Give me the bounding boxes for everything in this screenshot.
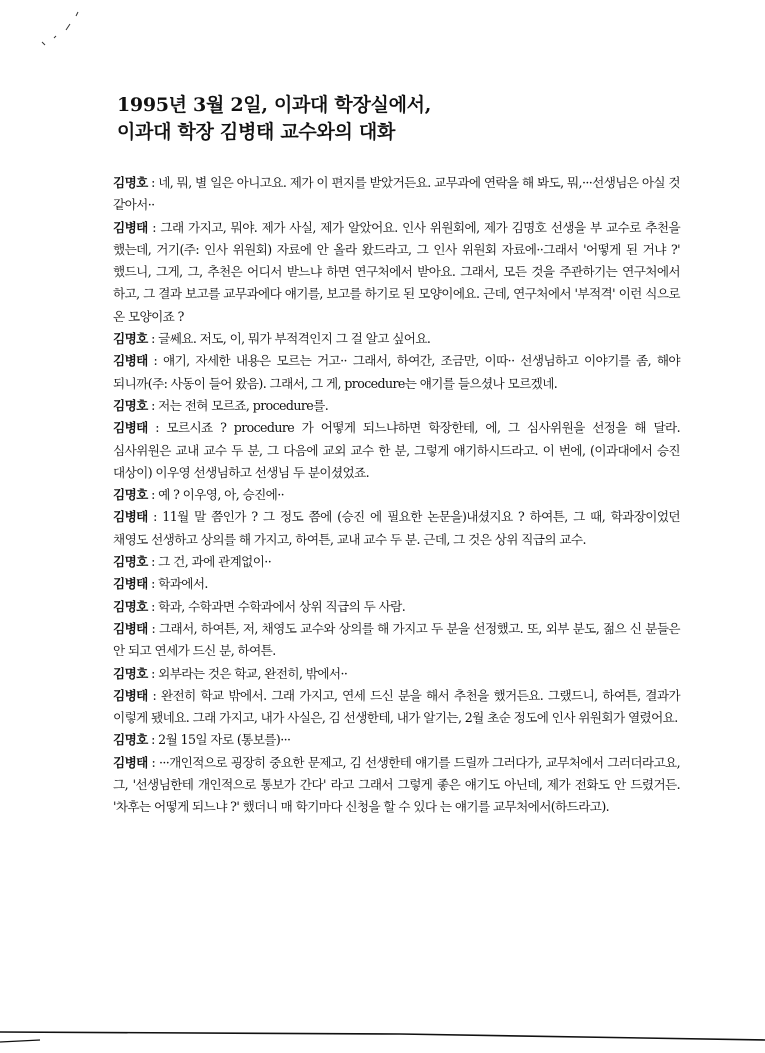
- dialogue-text: 2월 15일 자로 (통보를)···: [158, 732, 291, 748]
- speaker-separator: :: [147, 687, 161, 703]
- speaker-separator: :: [147, 554, 159, 570]
- dialogue-line: [113, 506, 680, 551]
- dialogue-line: [113, 685, 680, 730]
- speaker-name: 김명호: [113, 598, 148, 614]
- speaker-name: 김명호: [113, 665, 148, 681]
- speaker-name: 김명호: [113, 397, 148, 413]
- speaker-separator: :: [147, 576, 159, 592]
- dialogue-line: [113, 551, 680, 573]
- speaker-name: 김명호: [113, 554, 148, 570]
- dialogue-line: [113, 596, 680, 618]
- speaker-separator: :: [147, 487, 159, 503]
- speaker-separator: :: [147, 420, 167, 436]
- dialogue-text: 11월 말 쯤인가 ? 그 정도 쯤에 (승진 에 필요한 논문을)내셨지요 ? 하여튼, 그 때, 학과장이었던 채영도 선생하고 상의를 해 가지고, 하여튼, 교내 교수 두 분. 근데, 그 것은 상위 직급의 교수.: [113, 509, 681, 547]
- speaker-name: 김명호: [113, 175, 148, 190]
- dialogue-text: 그래서, 하여튼, 저, 채영도 교수와 상의를 해 가지고 두 분을 선정했고. 또, 외부 분도, 젊으 신 분들은 안 되고 연세가 드신 분, 하여튼.: [113, 620, 680, 659]
- speaker-separator: :: [147, 620, 159, 636]
- speaker-name: 김병태: [113, 754, 148, 770]
- speaker-name: 김병태: [113, 576, 148, 592]
- dialogue-text: 예 ? 이우영, 아, 승진에··: [158, 487, 285, 503]
- dialogue-text: 학과, 수학과면 수학과에서 상위 직급의 두 사람.: [158, 598, 406, 614]
- speaker-name: 김병태: [113, 620, 148, 636]
- dialogue-text: 글쎄요. 저도, 이, 뭐가 부적격인지 그 걸 알고 싶어요.: [158, 331, 431, 347]
- speaker-name: 김병태: [113, 420, 148, 436]
- dialogue-text: ···개인적으로 굉장히 중요한 문제고, 김 선생한테 얘기를 드릴까 그러다가, 교무처에서 그러더라고요, 그, '선생님한테 개인적으로 통보가 간다' 라고 그래서 그렇게 좋은 얘기도 아닌데, 제가 전화도 안 드렸거든. '차후는 어떻게 되느냐 ?' 했더니 매 학기마다 신청을 할 수 있다 는 얘기를 교무처에서(하드라고).: [113, 754, 680, 815]
- dialogue-line: [113, 328, 680, 350]
- speaker-name: 김명호: [113, 732, 148, 748]
- speaker-name: 김병태: [113, 219, 148, 235]
- speaker-separator: :: [147, 331, 159, 347]
- speaker-separator: :: [147, 665, 159, 681]
- dialogue-text: 저는 전혀 모르죠, procedure를.: [158, 397, 329, 413]
- dialogue-line: [113, 573, 680, 595]
- dialogue-text: 외부라는 것은 학교, 완전히, 밖에서··: [158, 665, 348, 681]
- speaker-name: 김병태: [113, 353, 148, 369]
- speaker-separator: :: [147, 219, 161, 235]
- speaker-separator: :: [147, 598, 159, 614]
- dialogue-text: 완전히 학교 밖에서. 그래 가지고, 연세 드신 분을 해서 추천을 했거든요. 그랬드니, 하여튼, 결과가 이렇게 됐네요. 그래 가지고, 내가 사실은, 김 선생한테, 내가 알기는, 2월 초순 정도에 인사 위원회가 열렸어요.: [113, 687, 680, 726]
- speaker-separator: :: [147, 509, 163, 525]
- speaker-separator: :: [147, 732, 159, 748]
- speaker-separator: :: [147, 353, 164, 369]
- speaker-separator: :: [147, 754, 159, 770]
- title-line-2: 이과대 학장 김병태 교수와의 대화: [117, 121, 396, 143]
- speaker-name: 김병태: [113, 509, 148, 525]
- dialogue-line: [113, 217, 680, 328]
- dialogue-text: 그 건, 과에 관계없이··: [158, 554, 272, 570]
- dialogue-line: [113, 752, 680, 819]
- title-line-1: 1995년 3월 2일, 이과대 학장실에서,: [117, 94, 432, 116]
- speaker-name: 김병태: [113, 687, 148, 703]
- dialogue-line: [113, 663, 680, 685]
- dialogue-text: 네, 뭐, 별 일은 아니고요. 제가 이 편지를 받았거든요. 교무과에 연락을 해 봐도, 뭐,···선생님은 아실 것 같아서··: [113, 175, 680, 213]
- dialogue-line: [113, 618, 680, 663]
- scan-artifact-mark: [36, 8, 86, 48]
- dialogue-text: 학과에서.: [158, 576, 208, 592]
- dialogue-text: 얘기, 자세한 내용은 모르는 거고·· 그래서, 하여간, 조금만, 이따·· 선생님하고 이야기를 좀, 해야 되니까(주: 사동이 들어 왔음). 그래서, 그 게, procedure는 얘기를 들으셨나 모르겠네.: [113, 353, 680, 391]
- dialogue-line: [113, 350, 680, 395]
- dialogue-text: 그래 가지고, 뭐야. 제가 사실, 제가 알았어요. 인사 위원회에, 제가 김명호 선생을 부 교수로 추천을 했는데, 거기(주: 인사 위원회) 자료에 안 올라 왔드라고, 그 인사 위원회 자료에··그래서 '어떻게 된 거냐 ?' 했드니, 그게, 그, 추천은 어디서 받느냐 하면 연구처에서 받아요. 그래서, 모든 것을 주관하기는 연구처에서 하고, 그 결과 보고를 교무과에다 얘기를, 보고를 하기로 된 모양이에요. 근데, 연구처에서 '부적격' 이런 식으로 온 모양이죠 ?: [113, 219, 681, 324]
- dialogue-line: [113, 729, 680, 751]
- dialogue-line: [113, 172, 680, 217]
- dialogue-line: [113, 395, 680, 417]
- dialogue-line: [113, 417, 680, 484]
- document-title: [117, 92, 677, 146]
- dialogue-text: 모르시죠 ? procedure 가 어떻게 되느냐하면 학장한테, 에, 그 심사위원을 선정을 해 달라. 심사위원은 교내 교수 두 분, 그 다음에 교외 교수 한 분, 그렇게 얘기하시드라고. 이 번에, (이과대에서 승진 대상이) 이우영 선생님하고 선생님 두 분이셨었죠.: [113, 420, 680, 480]
- speaker-separator: :: [147, 397, 159, 413]
- speaker-name: 김명호: [113, 487, 148, 503]
- dialogue-line: [113, 484, 680, 506]
- dialogue-transcript: [113, 172, 680, 819]
- page-bottom-rule: [0, 1010, 765, 1050]
- speaker-name: 김명호: [113, 331, 148, 347]
- speaker-separator: :: [147, 175, 159, 190]
